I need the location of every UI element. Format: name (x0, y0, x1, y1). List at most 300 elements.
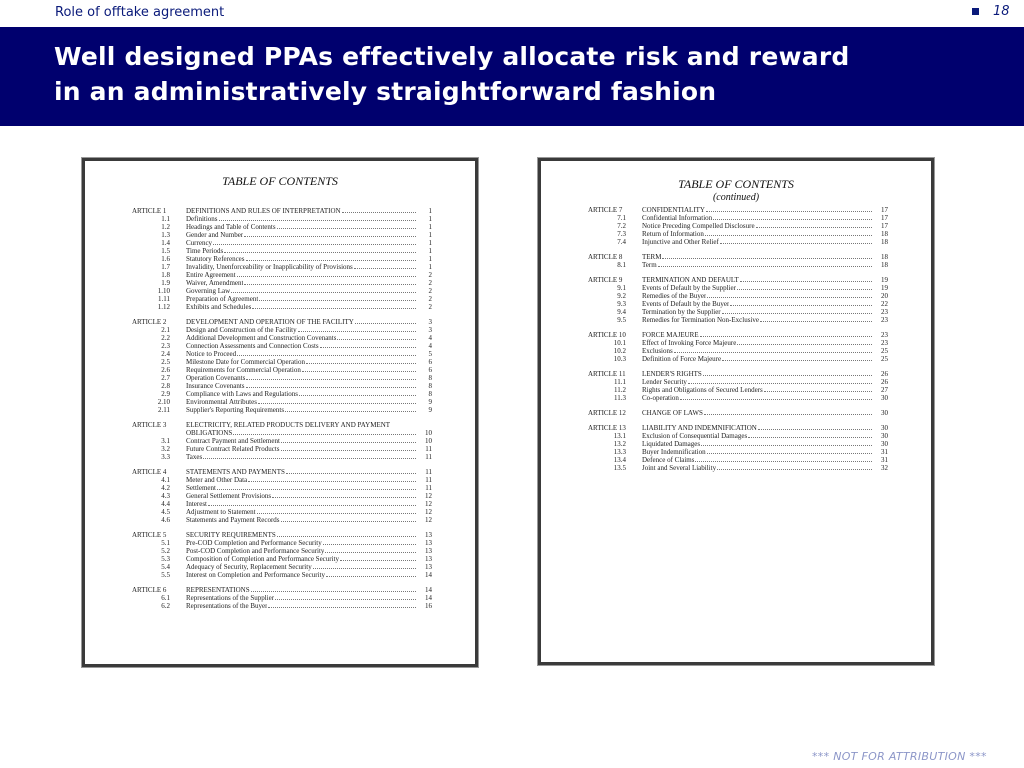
toc-entry-page: 8 (428, 374, 432, 382)
toc-leader-dots (737, 284, 872, 290)
toc-leader-dots (730, 300, 872, 306)
toc-entry-number: 1.5 (161, 247, 170, 255)
toc-entry-number: 9.4 (617, 308, 626, 316)
toc-leader-dots (277, 531, 416, 537)
toc-entry-number: 2.6 (161, 366, 170, 374)
toc-entry-page: 10 (425, 429, 432, 437)
toc-entry-title: Supplier's Reporting Requirements (186, 406, 285, 414)
toc-entry-number: 1.1 (161, 215, 170, 223)
toc-leader-dots (272, 492, 416, 498)
toc-entry-title: Invalidity, Unenforceability or Inapplicability of Provisions (186, 263, 353, 271)
toc-entry-title: Exhibits and Schedules (186, 303, 252, 311)
toc-entry-number: 4.2 (161, 484, 170, 492)
toc-entry-page: 8 (428, 390, 432, 398)
toc-entry (132, 602, 432, 611)
toc-entry-page: 4 (428, 342, 432, 350)
toc-entry-page: 2 (428, 303, 432, 311)
toc-leader-dots (707, 292, 872, 298)
toc-entry-title: Design and Construction of the Facility (186, 326, 297, 334)
toc-entry-title: STATEMENTS AND PAYMENTS (186, 468, 285, 476)
toc-leader-dots (740, 276, 872, 282)
toc-entry-number: 7.4 (617, 238, 626, 246)
toc-entry-title: Injunctive and Other Relief (642, 238, 719, 246)
toc-entry-title: Representations of the Supplier (186, 594, 275, 602)
toc-leader-dots (299, 390, 416, 396)
toc-entry-title: Definitions (186, 215, 218, 223)
toc-leader-dots (277, 223, 416, 229)
toc-leader-dots (281, 445, 416, 451)
toc-entry (588, 464, 888, 473)
toc-entry-number: 2.10 (157, 398, 170, 406)
toc-entry-title: Taxes (186, 453, 203, 461)
toc-entry-number: 2.9 (161, 390, 170, 398)
toc-page-right (538, 158, 934, 665)
toc-entry-title: Connection Assessments and Connection Costs (186, 342, 319, 350)
toc-page-left (82, 158, 478, 667)
toc-entry-page: 26 (881, 378, 888, 386)
toc-entry-title: Lender Security (642, 378, 687, 386)
top-bar (0, 0, 1024, 26)
toc-entry-number: 2.5 (161, 358, 170, 366)
toc-entry-number: 10.1 (613, 339, 626, 347)
toc-entry (588, 261, 888, 270)
toc-entry-number: 6.2 (161, 602, 170, 610)
toc-leader-dots (320, 342, 416, 348)
toc-entry-number: 6.1 (161, 594, 170, 602)
toc-entry-number: ARTICLE 4 (132, 468, 167, 476)
toc-entry-number: 2.1 (161, 326, 170, 334)
toc-leader-dots (246, 382, 416, 388)
toc-entry-number: 13.1 (613, 432, 626, 440)
toc-entry-number: 1.9 (161, 279, 170, 287)
toc-entry-number: ARTICLE 10 (588, 331, 626, 339)
toc-right-subheading: (continued) (712, 192, 760, 203)
toc-entry (588, 409, 888, 418)
toc-entry-number: 2.7 (161, 374, 170, 382)
toc-entry (132, 303, 432, 312)
toc-entry-number: 4.4 (161, 500, 170, 508)
toc-entry-title: Exclusions (642, 347, 673, 355)
toc-entry-title: Currency (186, 239, 213, 247)
toc-leader-dots (306, 358, 416, 364)
toc-leader-dots (342, 207, 416, 213)
toc-entry-title: LENDER'S RIGHTS (642, 370, 702, 378)
toc-leader-dots (658, 261, 872, 267)
toc-entry-title: Interest on Completion and Performance Security (186, 571, 325, 579)
toc-entry-page: 14 (425, 571, 432, 579)
toc-entry-page: 30 (881, 409, 888, 417)
toc-leader-dots (217, 484, 416, 490)
toc-entry-number: 13.3 (613, 448, 626, 456)
toc-leader-dots (758, 424, 872, 430)
toc-entry-number: 2.11 (158, 406, 170, 414)
toc-leader-dots (703, 370, 872, 376)
toc-leader-dots (713, 214, 872, 220)
toc-entry-number: 3.1 (161, 437, 170, 445)
toc-entry-page: 11 (425, 484, 432, 492)
toc-entry-number: ARTICLE 13 (588, 424, 626, 432)
toc-entry-number: 2.8 (161, 382, 170, 390)
toc-entry-page: 17 (881, 222, 888, 230)
toc-entry-page: 12 (425, 500, 432, 508)
toc-entry-page: 14 (425, 594, 432, 602)
section-label: Role of offtake agreement (55, 5, 225, 20)
toc-leader-dots (237, 271, 416, 277)
toc-entry-number: ARTICLE 1 (132, 207, 167, 215)
toc-entry-number: ARTICLE 3 (132, 421, 167, 429)
toc-entry-page: 18 (881, 253, 888, 261)
toc-entry-title: Time Periods (186, 247, 224, 255)
toc-entry-number: ARTICLE 12 (588, 409, 626, 417)
toc-entry-title: Statutory References (186, 255, 245, 263)
toc-entry-title: CONFIDENTIALITY (642, 206, 705, 214)
toc-leader-dots (248, 476, 416, 482)
toc-entry-number: 1.8 (161, 271, 170, 279)
toc-entry-page: 20 (881, 292, 888, 300)
toc-entry-number: 1.6 (161, 255, 170, 263)
toc-entry-page: 19 (881, 276, 888, 284)
slide-title-line-2: in an administratively straightforward fashion (54, 77, 717, 106)
toc-entry-number: 3.2 (161, 445, 170, 453)
toc-entry-title: Definition of Force Majeure (642, 355, 722, 363)
toc-entry-title: Statements and Payment Records (186, 516, 280, 524)
toc-leader-dots (722, 308, 872, 314)
toc-entry (132, 571, 432, 580)
toc-entry-number: 4.5 (161, 508, 170, 516)
toc-entry-number: ARTICLE 8 (588, 253, 623, 261)
toc-entry-title: FORCE MAJEURE (642, 331, 699, 339)
toc-leader-dots (224, 247, 416, 253)
toc-leader-dots (259, 295, 416, 301)
toc-entry-title: Representations of the Buyer (186, 602, 268, 610)
toc-entry-page: 26 (881, 370, 888, 378)
toc-entry-page: 16 (425, 602, 432, 610)
toc-leader-dots (286, 468, 416, 474)
toc-entry-title: Co-operation (642, 394, 679, 402)
toc-entry-title: Events of Default by the Buyer (642, 300, 730, 308)
toc-entry-title: Waiver, Amendment (186, 279, 244, 287)
toc-leader-dots (764, 386, 872, 392)
toc-entry-title: Future Contract Related Products (186, 445, 280, 453)
toc-entry-title: Milestone Date for Commercial Operation (186, 358, 305, 366)
toc-leader-dots (707, 448, 872, 454)
toc-entry-title: Exclusion of Consequential Damages (642, 432, 748, 440)
toc-entry-page: 32 (881, 464, 888, 472)
toc-leader-dots (257, 508, 416, 514)
toc-leader-dots (340, 555, 416, 561)
toc-leader-dots (323, 539, 416, 545)
toc-leader-dots (244, 231, 416, 237)
toc-entry-page: 1 (428, 223, 432, 231)
toc-entry (588, 355, 888, 364)
toc-entry-number: ARTICLE 5 (132, 531, 167, 539)
toc-entry-page: 1 (428, 247, 432, 255)
toc-entry-title: Buyer Indemnification (642, 448, 706, 456)
toc-entry-title: Rights and Obligations of Secured Lenders (642, 386, 763, 394)
toc-entry-number: 7.3 (617, 230, 626, 238)
toc-entry-number: 4.1 (161, 476, 170, 484)
toc-entry (588, 316, 888, 325)
toc-entry-number: 1.4 (161, 239, 170, 247)
toc-leader-dots (355, 318, 416, 324)
toc-entry-number: 9.2 (617, 292, 626, 300)
toc-leader-dots (281, 516, 416, 522)
toc-entry-page: 11 (425, 476, 432, 484)
toc-entry-title: Meter and Other Data (186, 476, 248, 484)
toc-entry-title: Governing Law (186, 287, 231, 295)
toc-entry-title: Additional Development and Construction Covenants (186, 334, 337, 342)
toc-entry-page: 11 (425, 453, 432, 461)
toc-entry-number: 11.3 (614, 394, 626, 402)
toc-entry-title: DEVELOPMENT AND OPERATION OF THE FACILITY (186, 318, 354, 326)
toc-entry-page: 17 (881, 214, 888, 222)
toc-leader-dots (706, 206, 872, 212)
toc-entry-number: 2.4 (161, 350, 170, 358)
toc-entry-number: 10.2 (613, 347, 626, 355)
toc-leader-dots (326, 571, 416, 577)
toc-entry-page: 13 (425, 555, 432, 563)
toc-entry-page: 1 (428, 215, 432, 223)
toc-entry-number: 1.7 (161, 263, 170, 271)
toc-entry-title: Notice to Proceed (186, 350, 237, 358)
toc-entry-page: 1 (428, 231, 432, 239)
toc-entry-page: 23 (881, 316, 888, 324)
toc-leader-dots (231, 287, 416, 293)
toc-leader-dots (354, 263, 416, 269)
toc-leader-dots (700, 331, 872, 337)
toc-leader-dots (268, 602, 416, 608)
toc-entry-number: 7.2 (617, 222, 626, 230)
toc-entry-title: Headings and Table of Contents (186, 223, 276, 231)
toc-entry-page: 30 (881, 432, 888, 440)
toc-entry (588, 238, 888, 247)
toc-entry-page: 8 (428, 382, 432, 390)
toc-entry-title: Remedies of the Buyer (642, 292, 707, 300)
toc-entry-number: 1.2 (161, 223, 170, 231)
toc-entry-title: SECURITY REQUIREMENTS (186, 531, 276, 539)
toc-leader-dots (302, 366, 416, 372)
toc-leader-dots (722, 355, 872, 361)
toc-entry-page: 5 (428, 350, 432, 358)
toc-entry-number: 9.5 (617, 316, 626, 324)
toc-leader-dots (705, 230, 872, 236)
toc-leader-dots (717, 464, 872, 470)
toc-right-heading: TABLE OF CONTENTS (678, 177, 794, 191)
toc-leader-dots (737, 339, 872, 345)
toc-entry-page: 1 (428, 255, 432, 263)
toc-entry-title: Pre-COD Completion and Performance Security (186, 539, 322, 547)
toc-entry-title: Events of Default by the Supplier (642, 284, 736, 292)
toc-entry-page: 31 (881, 456, 888, 464)
toc-entry-page: 30 (881, 440, 888, 448)
toc-entry-page: 2 (428, 279, 432, 287)
toc-entry-title: Termination by the Supplier (642, 308, 721, 316)
toc-entry-page: 12 (425, 516, 432, 524)
toc-entry-title: Entire Agreement (186, 271, 236, 279)
toc-entry-page: 27 (881, 386, 888, 394)
toc-entry-page: 2 (428, 271, 432, 279)
toc-entry-page: 9 (428, 406, 432, 414)
toc-entry-title: CHANGE OF LAWS (642, 409, 703, 417)
toc-entry-number: 8.1 (617, 261, 626, 269)
toc-leader-dots (688, 378, 872, 384)
toc-entry (588, 394, 888, 403)
toc-leader-dots (208, 500, 416, 506)
toc-entry-number: 10.3 (613, 355, 626, 363)
toc-entry-page: 12 (425, 492, 432, 500)
toc-entry-page: 3 (428, 326, 432, 334)
toc-leader-dots (237, 350, 416, 356)
toc-entry-title: DEFINITIONS AND RULES OF INTERPRETATION (186, 207, 341, 215)
toc-entry-page: 6 (428, 358, 432, 366)
toc-entry-title: Settlement (186, 484, 216, 492)
toc-entry-title: Gender and Number (186, 231, 244, 239)
toc-entry-number: 9.3 (617, 300, 626, 308)
toc-entry-page: 1 (428, 263, 432, 271)
toc-leader-dots (337, 334, 416, 340)
toc-entry-number: ARTICLE 9 (588, 276, 623, 284)
toc-entry-page: 18 (881, 238, 888, 246)
toc-entry-title: Interest (186, 500, 207, 508)
toc-entry-page: 23 (881, 339, 888, 347)
toc-entry-title: ELECTRICITY, RELATED PRODUCTS DELIVERY AND PAYMENT (186, 421, 391, 429)
toc-entry (132, 406, 432, 415)
toc-entry-title: Term (642, 261, 657, 269)
toc-entry-number: 2.3 (161, 342, 170, 350)
toc-entry-title: Remedies for Termination Non-Exclusive (642, 316, 759, 324)
toc-entry-page: 30 (881, 394, 888, 402)
toc-leader-dots (756, 222, 872, 228)
toc-entry (132, 516, 432, 525)
toc-leader-dots (213, 239, 416, 245)
toc-leader-dots (680, 394, 872, 400)
toc-leader-dots (298, 326, 416, 332)
toc-entry-page: 11 (425, 468, 432, 476)
square-bullet-icon (972, 8, 979, 15)
toc-entry-page: 23 (881, 331, 888, 339)
toc-entry-page: 12 (425, 508, 432, 516)
toc-entry-title: Compliance with Laws and Regulations (186, 390, 298, 398)
toc-entry-page: 17 (881, 206, 888, 214)
toc-entry-number: ARTICLE 2 (132, 318, 167, 326)
toc-leader-dots (252, 303, 416, 309)
toc-entry-page: 30 (881, 424, 888, 432)
toc-leader-dots (246, 374, 416, 380)
toc-entry-number: 11.2 (614, 386, 626, 394)
toc-leader-dots (233, 429, 416, 435)
toc-leader-dots (313, 563, 416, 569)
toc-entry-number: 5.3 (161, 555, 170, 563)
toc-entry-number: ARTICLE 6 (132, 586, 167, 594)
toc-entry-title: Environmental Attributes (186, 398, 257, 406)
toc-entry-page: 18 (881, 261, 888, 269)
toc-entry-title: OBLIGATIONS (186, 429, 233, 437)
toc-right-list (588, 206, 888, 536)
toc-entry-title: Operation Covenants (186, 374, 246, 382)
toc-entry-page: 1 (428, 207, 432, 215)
toc-entry-number: 13.2 (613, 440, 626, 448)
toc-leader-dots (285, 406, 416, 412)
toc-entry-page: 18 (881, 230, 888, 238)
toc-entry-title: Defence of Claims (642, 456, 695, 464)
toc-entry-page: 2 (428, 287, 432, 295)
toc-entry-page: 23 (881, 308, 888, 316)
toc-entry-number: 1.11 (158, 295, 170, 303)
toc-entry-number: 11.1 (614, 378, 626, 386)
toc-entry-number: 5.1 (161, 539, 170, 547)
toc-entry-number: 7.1 (617, 214, 626, 222)
toc-entry-number: 13.4 (613, 456, 626, 464)
toc-leader-dots (258, 398, 416, 404)
toc-entry-page: 3 (428, 318, 432, 326)
toc-leader-dots (674, 347, 872, 353)
toc-leader-dots (281, 437, 416, 443)
toc-entry-number: 4.3 (161, 492, 170, 500)
toc-entry-page: 13 (425, 531, 432, 539)
toc-leader-dots (748, 432, 872, 438)
toc-entry-page: 25 (881, 347, 888, 355)
toc-entry-title: Composition of Completion and Performance Security (186, 555, 340, 563)
toc-leader-dots (760, 316, 872, 322)
toc-entry-page: 4 (428, 334, 432, 342)
toc-entry-title: REPRESENTATIONS (186, 586, 250, 594)
toc-left-list (132, 207, 432, 627)
title-band (0, 27, 1024, 126)
slide-title-line-1: Well designed PPAs effectively allocate risk and reward (54, 42, 850, 71)
toc-leader-dots (662, 253, 872, 259)
toc-entry-number: 1.12 (157, 303, 170, 311)
toc-entry-page: 11 (425, 445, 432, 453)
toc-entry-number: 3.3 (161, 453, 170, 461)
toc-leader-dots (203, 453, 416, 459)
toc-entry-number: 5.2 (161, 547, 170, 555)
toc-leader-dots (720, 238, 872, 244)
toc-entry-number: 5.5 (161, 571, 170, 579)
toc-entry-title: Liquidated Damages (642, 440, 701, 448)
toc-entry-title: LIABILITY AND INDEMNIFICATION (642, 424, 757, 432)
toc-entry-number: 9.1 (617, 284, 626, 292)
toc-leader-dots (275, 594, 416, 600)
toc-entry-page: 13 (425, 539, 432, 547)
toc-entry-title: TERM (642, 253, 662, 261)
toc-leader-dots (219, 215, 417, 221)
toc-entry-title: Adequacy of Security, Replacement Security (186, 563, 312, 571)
toc-leader-dots (695, 456, 872, 462)
toc-entry-number: 4.6 (161, 516, 170, 524)
toc-entry-title: Return of Information (642, 230, 704, 238)
toc-entry-title: Post-COD Completion and Performance Security (186, 547, 325, 555)
toc-entry-title: Effect of Invoking Force Majeure (642, 339, 737, 347)
toc-entry-title: Preparation of Agreement (186, 295, 259, 303)
toc-entry-number: 13.5 (613, 464, 626, 472)
toc-entry-title: Requirements for Commercial Operation (186, 366, 301, 374)
toc-entry-page: 6 (428, 366, 432, 374)
toc-entry-title: Contract Payment and Settlement (186, 437, 280, 445)
toc-entry-page: 1 (428, 239, 432, 247)
toc-entry-page: 25 (881, 355, 888, 363)
toc-entry-title: Adjustment to Statement (186, 508, 256, 516)
toc-leader-dots (325, 547, 416, 553)
toc-entry-number: 2.2 (161, 334, 170, 342)
toc-entry-title: Joint and Several Liability (642, 464, 717, 472)
toc-entry-page: 19 (881, 284, 888, 292)
toc-entry-title: Notice Preceding Compelled Disclosure (642, 222, 755, 230)
toc-left-heading: TABLE OF CONTENTS (222, 174, 338, 188)
toc-entry-title: TERMINATION AND DEFAULT (642, 276, 739, 284)
toc-entry-title: Confidential Information (642, 214, 713, 222)
toc-entry (132, 453, 432, 462)
toc-entry-number: ARTICLE 7 (588, 206, 623, 214)
